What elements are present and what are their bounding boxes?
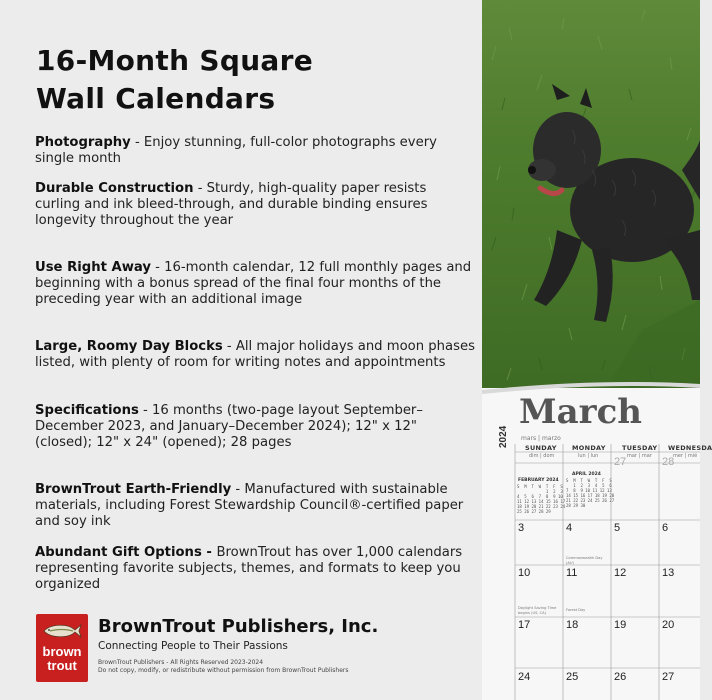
holiday-note: Daylight Saving Time begins (US, CA) bbox=[518, 606, 557, 615]
day-number: 10 bbox=[518, 567, 531, 579]
mini-calendar-row: 11 12 13 14 15 16 17 bbox=[517, 499, 566, 504]
mini-calendar-row: 7 8 9 10 11 12 13 bbox=[566, 488, 612, 493]
feature-text: - Manufactured with sustainable materials, including Forest Stewardship Council®-certified paper and soy ink bbox=[35, 482, 464, 530]
logo-word-trout: trout bbox=[47, 658, 77, 673]
mini-calendar-row: 21 22 23 24 25 26 27 bbox=[566, 498, 615, 503]
day-number: 6 bbox=[662, 522, 669, 534]
day-number: 24 bbox=[518, 671, 531, 683]
mini-calendar-title: FEBRUARY 2024 bbox=[518, 478, 559, 483]
feature-title: Large, Roomy Day Blocks bbox=[35, 339, 223, 354]
day-number: 20 bbox=[662, 619, 675, 631]
holiday-note: Forest Day bbox=[566, 608, 586, 612]
feature-text: - 16-month calendar, 12 full monthly pages and beginning with a bonus spread of the final four months of the preceding year with an additional image bbox=[35, 260, 472, 308]
month-translation: mars | marzo bbox=[521, 435, 561, 442]
mini-calendar-head: S M T W T F S bbox=[517, 484, 563, 489]
day-number: 27 bbox=[662, 671, 675, 683]
feature-title: Photography bbox=[35, 135, 131, 150]
feature-title: Durable Construction bbox=[35, 181, 194, 196]
weekday-sunday: SUNDAY bbox=[525, 444, 557, 452]
day-number: 19 bbox=[614, 619, 627, 631]
day-number: 18 bbox=[566, 619, 579, 631]
weekday-sub: dim | dom bbox=[529, 453, 555, 459]
publisher-tagline: Connecting People to Their Passions bbox=[98, 640, 288, 652]
day-number: 3 bbox=[518, 522, 525, 534]
day-number: 28 bbox=[662, 456, 675, 468]
feature-title: BrownTrout Earth-Friendly bbox=[35, 482, 232, 497]
mini-calendar-title: APRIL 2024 bbox=[572, 472, 601, 477]
day-number: 12 bbox=[614, 567, 627, 579]
mini-calendar-row: 1 2 3 4 5 6 bbox=[566, 483, 612, 488]
day-number: 26 bbox=[614, 671, 627, 683]
title-line-1: 16-Month Square bbox=[36, 44, 314, 77]
feature-text: - Sturdy, high-quality paper resists curling and ink bleed-through, and durable binding ensures longevity throughout the year bbox=[35, 181, 428, 229]
weekday-wednesday: WEDNESDA bbox=[668, 444, 712, 452]
feature-text: - Enjoy stunning, full-color photographs every single month bbox=[35, 135, 437, 167]
day-number: 4 bbox=[566, 522, 573, 534]
mini-calendar-row: 28 29 30 bbox=[566, 503, 586, 508]
mini-calendar-row: 4 5 6 7 8 9 10 bbox=[517, 494, 563, 499]
feature-text: - 16 months (two-page layout September–December 2023, and January–December 2024); 12" x 12" (closed); 12" x 24" (opened); 28 pages bbox=[35, 403, 423, 451]
weekday-sub: lun | lun bbox=[578, 453, 599, 459]
calendar-month: March bbox=[519, 392, 643, 432]
day-number: 25 bbox=[566, 671, 579, 683]
mini-calendar-row: 18 19 20 21 22 23 24 bbox=[517, 504, 566, 509]
weekday-sub: mer | mié bbox=[673, 453, 698, 459]
mini-calendar-head: S M T W T F S bbox=[566, 478, 612, 483]
publisher-name: BrownTrout Publishers, Inc. bbox=[98, 616, 379, 637]
logo-word-brown: brown bbox=[42, 644, 82, 659]
mini-calendar-row: 1 2 3 bbox=[517, 489, 563, 494]
weekday-monday: MONDAY bbox=[572, 444, 606, 452]
day-number: 5 bbox=[614, 522, 621, 534]
holiday-note: Commonwealth Day (AU) bbox=[566, 556, 603, 565]
day-number: 13 bbox=[662, 567, 675, 579]
day-number: 17 bbox=[518, 619, 531, 631]
feature-title: Abundant Gift Options - bbox=[35, 545, 217, 560]
mini-calendar-row: 25 26 27 28 29 bbox=[517, 509, 551, 514]
feature-text: BrownTrout has over 1,000 calendars representing favorite subjects, themes, and formats to keep you organized bbox=[35, 545, 463, 593]
day-number: 27 bbox=[614, 456, 627, 468]
feature-text: - All major holidays and moon phases listed, with plenty of room for writing notes and appointments bbox=[35, 339, 475, 371]
feature-title: Use Right Away bbox=[35, 260, 151, 275]
mini-calendar-row: 14 15 16 17 18 19 20 bbox=[566, 493, 615, 498]
copyright-notice: Do not copy, modify, or redistribute without permission from BrownTrout Publishers bbox=[98, 667, 349, 674]
copyright-line: BrownTrout Publishers - All Rights Reserved 2023-2024 bbox=[98, 659, 264, 666]
calendar-year: 2024 bbox=[498, 425, 509, 448]
feature-title: Specifications bbox=[35, 403, 139, 418]
title-line-2: Wall Calendars bbox=[36, 82, 276, 115]
weekday-tuesday: TUESDAY bbox=[622, 444, 658, 452]
day-number: 11 bbox=[566, 567, 578, 579]
weekday-sub: mar | mar bbox=[627, 453, 652, 459]
